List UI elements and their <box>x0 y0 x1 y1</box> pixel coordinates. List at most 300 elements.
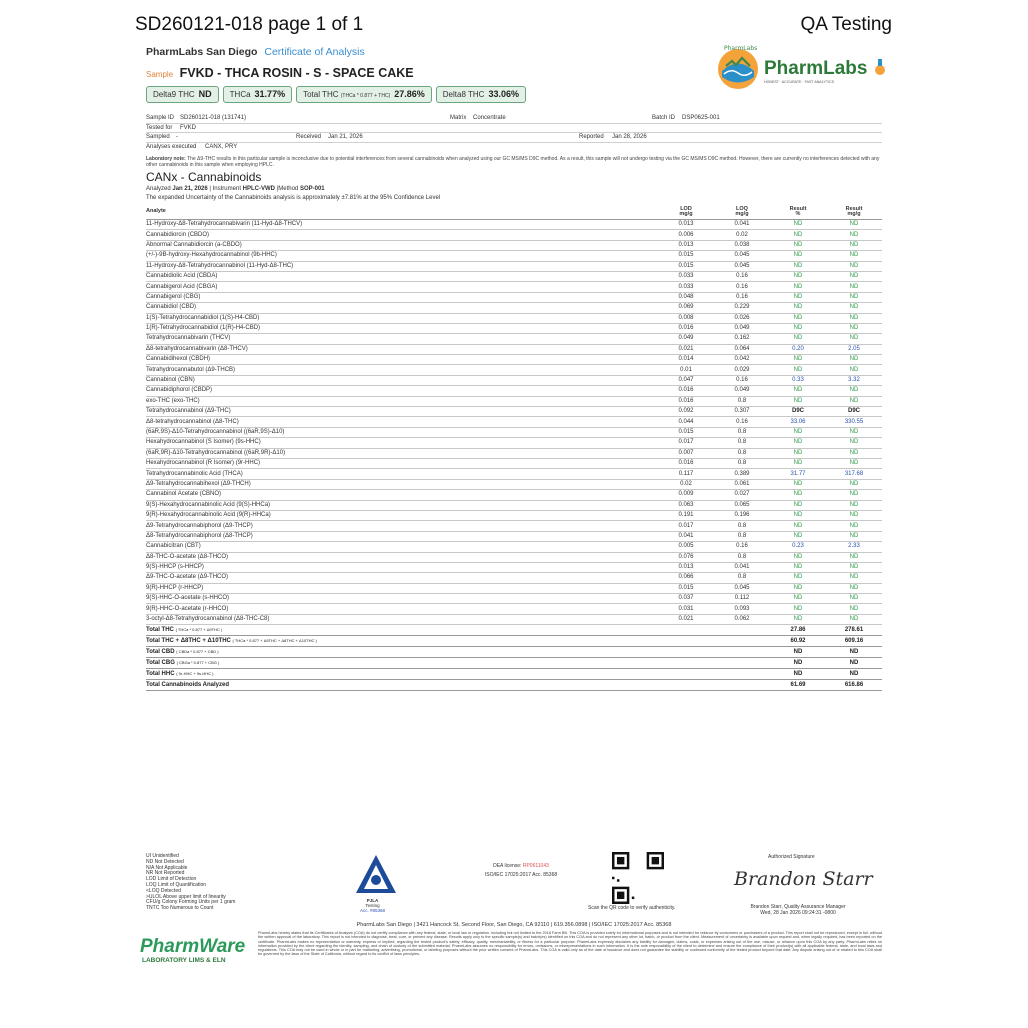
sampled: - <box>176 134 178 140</box>
cell-result-mgg: 3.32 <box>826 375 882 385</box>
dea-license: DEA license: RP0611043 ISO/IEC 17025:2017 Acc. 85368 <box>484 863 558 878</box>
total-pct: 61.69 <box>770 680 826 691</box>
cell-result-pct: ND <box>770 604 826 614</box>
cell-result-mgg: ND <box>826 303 882 313</box>
cell-result-mgg: ND <box>826 552 882 562</box>
cell-loq: 0.065 <box>714 500 770 510</box>
cell-analyte: Tetrahydrocannabutol (Δ9-THCB) <box>146 365 658 375</box>
cell-loq: 0.16 <box>714 542 770 552</box>
table-row <box>146 282 882 292</box>
cell-analyte: 1(S)-Tetrahydrocannabidiol (1(S)-H4-CBD) <box>146 313 658 323</box>
cell-result-pct: ND <box>770 282 826 292</box>
cell-analyte: 9(R)-Hexahydrocannabinolic Acid (9(R)-HHCa) <box>146 510 658 520</box>
cell-result-pct: ND <box>770 230 826 240</box>
cell-lod: 0.016 <box>658 396 714 406</box>
cell-analyte: (+/-)-9B-hydroxy-Hexahydrocannabinol (9b-HHC) <box>146 251 658 261</box>
authorized-signature-label: Authorized Signature <box>768 854 815 860</box>
cell-analyte: Δ9-Tetrahydrocannabihexol (Δ9-THCH) <box>146 479 658 489</box>
cell-loq: 0.049 <box>714 323 770 333</box>
table-row <box>146 251 882 261</box>
table-row <box>146 500 882 510</box>
cell-analyte: 9(S)-HHCP (s-HHCP) <box>146 562 658 572</box>
cell-lod: 0.015 <box>658 427 714 437</box>
cell-result-mgg: ND <box>826 531 882 541</box>
cell-lod: 0.016 <box>658 458 714 468</box>
cell-lod: 0.191 <box>658 510 714 520</box>
sample-title <box>146 66 414 80</box>
cell-result-mgg: ND <box>826 604 882 614</box>
cell-result-mgg: 330.55 <box>826 417 882 427</box>
cell-result-mgg: ND <box>826 458 882 468</box>
cell-result-mgg: ND <box>826 365 882 375</box>
cell-result-pct: ND <box>770 396 826 406</box>
document-type: Certificate of Analysis <box>264 46 365 58</box>
cell-result-pct: ND <box>770 334 826 344</box>
cell-analyte: Hexahydrocannabinol (R Isomer) (9r-HHC) <box>146 458 658 468</box>
total-mgg: 616.86 <box>826 680 882 691</box>
cell-result-pct: ND <box>770 261 826 271</box>
table-row <box>146 427 882 437</box>
cell-loq: 0.062 <box>714 614 770 624</box>
cell-result-pct: ND <box>770 531 826 541</box>
cell-lod: 0.066 <box>658 573 714 583</box>
cell-lod: 0.048 <box>658 292 714 302</box>
cell-analyte: (6aR,9S)-Δ10-Tetrahydrocannabinol ((6aR,9S)-Δ10) <box>146 427 658 437</box>
table-row <box>146 562 882 572</box>
cell-loq: 0.389 <box>714 469 770 479</box>
cell-lod: 0.006 <box>658 230 714 240</box>
total-label: Total HHC ( 9r-HHC + 9s-HHC ) <box>146 669 658 680</box>
cell-lod: 0.037 <box>658 594 714 604</box>
cell-result-pct: ND <box>770 448 826 458</box>
total-mgg: ND <box>826 658 882 669</box>
cell-loq: 0.8 <box>714 396 770 406</box>
col-result-mgg: Result mg/g <box>826 205 882 220</box>
cell-loq: 0.16 <box>714 271 770 281</box>
cell-loq: 0.045 <box>714 251 770 261</box>
cell-analyte: Cannabidiolic Acid (CBDA) <box>146 271 658 281</box>
table-row <box>146 469 882 479</box>
col-result-pct: Result % <box>770 205 826 220</box>
badge-delta9-thc: Delta9 THC ND <box>146 86 219 103</box>
cell-result-pct: ND <box>770 438 826 448</box>
table-row <box>146 417 882 427</box>
cell-analyte: 11-Hydroxy-Δ8-Tetrahydrocannabinol (11-Hyd-Δ8-THC) <box>146 261 658 271</box>
table-row <box>146 355 882 365</box>
table-row <box>146 271 882 281</box>
table-row <box>146 583 882 593</box>
cell-loq: 0.8 <box>714 448 770 458</box>
table-header <box>146 205 882 220</box>
cell-loq: 0.16 <box>714 375 770 385</box>
total-row <box>146 669 882 680</box>
cell-analyte: Cannabinol Acetate (CBNO) <box>146 490 658 500</box>
cell-result-mgg: 2.33 <box>826 542 882 552</box>
col-lod: LOD mg/g <box>658 205 714 220</box>
tested-for: FVKD <box>180 124 197 131</box>
table-row <box>146 573 882 583</box>
cell-loq: 0.8 <box>714 427 770 437</box>
cell-result-pct: ND <box>770 500 826 510</box>
cell-result-pct: ND <box>770 573 826 583</box>
table-row <box>146 479 882 489</box>
cell-result-mgg: 2.05 <box>826 344 882 354</box>
cell-result-pct: ND <box>770 479 826 489</box>
table-row <box>146 407 882 417</box>
report-category: QA Testing <box>800 14 892 35</box>
cell-loq: 0.196 <box>714 510 770 520</box>
table-row <box>146 490 882 500</box>
cell-analyte: exo-THC (exo-THC) <box>146 396 658 406</box>
cell-analyte: Δ8-tetrahydrocannabinol (Δ8-THC) <box>146 417 658 427</box>
total-row <box>146 658 882 669</box>
total-pct: 27.86 <box>770 625 826 636</box>
legend-item: NR Not Reported <box>146 870 185 877</box>
total-label: Total THC ( THCa * 0.877 + Δ9THC ) <box>146 625 658 636</box>
cell-analyte: Cannabigerol (CBG) <box>146 292 658 302</box>
cell-loq: 0.045 <box>714 261 770 271</box>
cell-result-mgg: ND <box>826 614 882 624</box>
cell-analyte: Δ9-THC-O-acetate (Δ9-THCO) <box>146 573 658 583</box>
legend-item: ND Not Detected <box>146 858 184 865</box>
cell-result-pct: ND <box>770 355 826 365</box>
cell-lod: 0.047 <box>658 375 714 385</box>
cell-result-mgg: ND <box>826 282 882 292</box>
pjla-caption: PJLA Testing Acc. #85368 <box>360 898 386 913</box>
cell-lod: 0.117 <box>658 469 714 479</box>
cell-result-mgg: ND <box>826 479 882 489</box>
cell-result-pct: ND <box>770 427 826 437</box>
cell-analyte: Cannabidihexol (CBDH) <box>146 355 658 365</box>
table-row <box>146 386 882 396</box>
cell-result-pct: D9C <box>770 407 826 417</box>
cell-result-mgg: ND <box>826 261 882 271</box>
abbreviation-legend <box>146 854 235 912</box>
cell-result-mgg: ND <box>826 573 882 583</box>
reported-date: Jan 28, 2026 <box>612 134 647 140</box>
section-title: CANx - Cannabinoids <box>146 170 262 184</box>
cell-analyte: Cannabinol (CBN) <box>146 375 658 385</box>
cell-analyte: Tetrahydrocannabinolic Acid (THCA) <box>146 469 658 479</box>
cell-lod: 0.044 <box>658 417 714 427</box>
disclaimer: PharmLabs hereby states that its Certificates of Analysis (COA) do not certify compliance with any federal, state, or local law or regulation, including but not limited to the 2018 Farm Bill. This COA is provided solely for informational purposes and is not intended for reliance by consumers or purchasers of a product. This report shall not be reproduced, except in full, without the written approval of the laboratory. This report is not intended to diagnose, treat, cure, or prevent any disease. Results apply only to the specific sample(s) and batch(es) identified on this COA and do not represent any other lot, batch, or product from the client. Measurement of uncertainty is available upon request and, when legally required, has been reported on the certificate. PharmLabs makes no representation or warranty, express or implied, regarding the tested product's safety, efficacy, quality, merchantability, or fitness for a particular purpose. PharmLabs expressly disclaims any liability for damages, claims, costs, or expenses arising out of the use, misuse, or reliance upon this COA by any party. PharmLabs relies on information provided by the client regarding the identity, sampling, and chain of custody of the submitted material. PharmLabs assumes no responsibility for errors, omissions, or misrepresentations in such information. It is the sole responsibility of the client to determine and ensure the compliance of their product(s) with all applicable federal, state, and local laws and regulations. This COA may not be used in whole or in part for marketing, advertising, promotional, or labeling purposes without the prior written consent of PharmLabs. This COA is valid only as of the date of issuance and does not guarantee the stability or continued conformity of the tested product beyond that date. Any dispute arising out of or related to this COA shall be governed by the laws of the State of California, without regard to its conflict of laws principles. <box>258 931 882 957</box>
cell-analyte: Δ8-tetrahydrocannabivarin (Δ8-THCV) <box>146 344 658 354</box>
uncertainty-statement: The expanded Uncertainty of the Cannabinoids analysis is approximately ±7.81% at the 95% Confidence Level <box>146 195 441 201</box>
cell-loq: 0.027 <box>714 490 770 500</box>
lab-header <box>146 46 365 58</box>
legend-item: >ULOL Above upper limit of linearity <box>146 893 226 900</box>
legend-item: LOD Limit of Detection <box>146 876 197 883</box>
cell-lod: 0.017 <box>658 521 714 531</box>
cell-loq: 0.093 <box>714 604 770 614</box>
cell-analyte: 9(R)-HHCP (r-HHCP) <box>146 583 658 593</box>
table-row <box>146 240 882 250</box>
cell-result-mgg: ND <box>826 323 882 333</box>
table-row <box>146 521 882 531</box>
cell-lod: 0.015 <box>658 251 714 261</box>
table-row <box>146 292 882 302</box>
cell-analyte: Cannabidiorcin (CBDO) <box>146 230 658 240</box>
cell-result-mgg: ND <box>826 386 882 396</box>
cell-lod: 0.01 <box>658 365 714 375</box>
cell-loq: 0.026 <box>714 313 770 323</box>
cell-lod: 0.013 <box>658 240 714 250</box>
sample-name: FVKD - THCA ROSIN - S - SPACE CAKE <box>179 66 414 80</box>
cell-loq: 0.8 <box>714 573 770 583</box>
svg-text:LABORATORY LIMS & ELN: LABORATORY LIMS & ELN <box>142 957 226 964</box>
cell-analyte: Cannabicitran (CBT) <box>146 542 658 552</box>
logo-wordmark: PharmLabs <box>764 58 868 79</box>
table-row <box>146 458 882 468</box>
total-pct: ND <box>770 669 826 680</box>
table-row <box>146 303 882 313</box>
cannabinoid-table <box>146 205 882 691</box>
cell-result-pct: 0.20 <box>770 344 826 354</box>
cell-lod: 0.015 <box>658 261 714 271</box>
cell-loq: 0.064 <box>714 344 770 354</box>
pharmware-logo <box>140 930 250 968</box>
cell-result-mgg: ND <box>826 334 882 344</box>
cell-lod: 0.013 <box>658 220 714 230</box>
verification-qr-code[interactable] <box>612 852 664 904</box>
signer-info: Brandon Starr, Quality Assurance Manager Wed, 28 Jan 2026 09:24:31 -0800 <box>750 904 846 916</box>
cell-loq: 0.038 <box>714 240 770 250</box>
table-row <box>146 323 882 333</box>
table-row <box>146 594 882 604</box>
cell-result-mgg: ND <box>826 251 882 261</box>
matrix: Concentrate <box>473 115 506 121</box>
total-label: Total CBG ( CBGa * 0.877 + CBG ) <box>146 658 658 669</box>
table-row <box>146 365 882 375</box>
cell-analyte: 9(S)-HHC-O-acetate (s-HHCO) <box>146 594 658 604</box>
cell-result-pct: ND <box>770 521 826 531</box>
cell-result-pct: ND <box>770 240 826 250</box>
cell-analyte: Δ8-THC-O-acetate (Δ8-THCO) <box>146 552 658 562</box>
total-row <box>146 647 882 658</box>
legend-item: UI Unidentified <box>146 853 179 859</box>
cell-lod: 0.02 <box>658 479 714 489</box>
cell-lod: 0.076 <box>658 552 714 562</box>
cell-loq: 0.229 <box>714 303 770 313</box>
cell-lod: 0.033 <box>658 271 714 281</box>
total-pct: 60.92 <box>770 636 826 647</box>
cell-analyte: Δ9-Tetrahydrocannabiphorol (Δ9-THCP) <box>146 521 658 531</box>
cell-result-pct: ND <box>770 562 826 572</box>
cell-result-mgg: ND <box>826 521 882 531</box>
cell-analyte: 11-Hydroxy-Δ8-Tetrahydrocannabivarin (11-Hyd-Δ8-THCV) <box>146 220 658 230</box>
cell-loq: 0.041 <box>714 562 770 572</box>
cell-result-pct: ND <box>770 271 826 281</box>
pharmlabs-logo <box>714 44 888 94</box>
table-row <box>146 220 882 230</box>
cell-result-pct: ND <box>770 552 826 562</box>
cell-loq: 0.049 <box>714 386 770 396</box>
cell-result-pct: ND <box>770 386 826 396</box>
cell-loq: 0.16 <box>714 417 770 427</box>
cell-analyte: 9(S)-Hexahydrocannabinolic Acid (9(S)-HHCa) <box>146 500 658 510</box>
cell-result-mgg: D9C <box>826 407 882 417</box>
cell-lod: 0.007 <box>658 448 714 458</box>
total-label: Total THC + Δ8THC + Δ10THC ( THCa * 0.877 + Δ9THC + Δ8THC + Δ10THC ) <box>146 636 658 647</box>
table-row <box>146 438 882 448</box>
dea-number: RP0611043 <box>522 863 549 869</box>
table-row <box>146 334 882 344</box>
cell-result-mgg: ND <box>826 500 882 510</box>
total-mgg: 278.61 <box>826 625 882 636</box>
cell-result-mgg: ND <box>826 230 882 240</box>
cell-lod: 0.041 <box>658 531 714 541</box>
lab-name: PharmLabs San Diego <box>146 46 258 58</box>
cell-result-mgg: ND <box>826 490 882 500</box>
cell-analyte: 3-octyl-Δ8-Tetrahydrocannabinol (Δ8-THC-C8) <box>146 614 658 624</box>
cell-loq: 0.16 <box>714 282 770 292</box>
cell-result-pct: 33.06 <box>770 417 826 427</box>
cell-result-pct: ND <box>770 323 826 333</box>
cell-lod: 0.016 <box>658 386 714 396</box>
cell-lod: 0.063 <box>658 500 714 510</box>
table-row <box>146 396 882 406</box>
signature: Brandon Starr <box>734 868 873 890</box>
table-row <box>146 531 882 541</box>
cell-analyte: Δ8-Tetrahydrocannabiphorol (Δ8-THCP) <box>146 531 658 541</box>
cell-result-mgg: ND <box>826 448 882 458</box>
legend-item: TNTC Too Numerous to Count <box>146 905 214 912</box>
analyses: CANX, PRY <box>205 143 238 150</box>
lab-address: PharmLabs San Diego | 3421 Hancock St, Second Floor, San Diego, CA 92110 | 619.356.0898 | ISO/IEC 17025:2017 Acc. 85368 <box>356 922 672 928</box>
cell-result-mgg: ND <box>826 594 882 604</box>
cell-result-mgg: ND <box>826 220 882 230</box>
cell-lod: 0.008 <box>658 313 714 323</box>
cell-result-pct: 0.23 <box>770 542 826 552</box>
cell-lod: 0.021 <box>658 344 714 354</box>
badge-delta8-thc: Delta8 THC 33.06% <box>436 86 526 103</box>
table-row <box>146 614 882 624</box>
analysis-info: Analyzed Jan 21, 2026 | Instrument HPLC-VWD |Method SOP-001 <box>146 186 325 192</box>
received-date: Jan 21, 2026 <box>328 134 363 140</box>
table-row <box>146 230 882 240</box>
table-row <box>146 448 882 458</box>
cell-result-pct: 0.33 <box>770 375 826 385</box>
cell-analyte: Cannabigerol Acid (CBGA) <box>146 282 658 292</box>
cell-result-mgg: ND <box>826 313 882 323</box>
table-row <box>146 344 882 354</box>
cell-analyte: 1(R)-Tetrahydrocannabidiol (1(R)-H4-CBD) <box>146 323 658 333</box>
cell-lod: 0.017 <box>658 438 714 448</box>
cell-loq: 0.112 <box>714 594 770 604</box>
legend-item: LOQ Limit of Quantification <box>146 881 207 888</box>
legend-item: CFU/g Colony Forming Units per 1 gram <box>146 899 236 906</box>
table-row <box>146 510 882 520</box>
total-label: Total CBD ( CBDa * 0.877 + CBD ) <box>146 647 658 658</box>
cell-lod: 0.033 <box>658 282 714 292</box>
cell-loq: 0.029 <box>714 365 770 375</box>
total-row <box>146 625 882 636</box>
cell-analyte: Cannabidiol (CBD) <box>146 303 658 313</box>
col-analyte: Analyte <box>146 205 658 220</box>
sample-label: Sample <box>146 70 174 79</box>
cell-result-mgg: ND <box>826 583 882 593</box>
total-mgg: 609.16 <box>826 636 882 647</box>
cell-analyte: 9(R)-HHC-O-acetate (r-HHCO) <box>146 604 658 614</box>
cell-analyte: Abnormal Cannabidiorcin (a-CBDO) <box>146 240 658 250</box>
sample-metadata: Sample ID SD260121-018 (131741) Matrix Concentrate Batch ID DSP0625-001 Tested for FVKD Sampled - Received Jan 21, 2026 Reported Jan 28, 2026 Analyses executed CANX, PRY <box>146 114 882 151</box>
cell-result-mgg: ND <box>826 240 882 250</box>
cell-lod: 0.014 <box>658 355 714 365</box>
cell-loq: 0.045 <box>714 583 770 593</box>
svg-text:PharmWare: PharmWare <box>140 936 246 957</box>
cell-result-mgg: ND <box>826 510 882 520</box>
table-row <box>146 375 882 385</box>
cell-lod: 0.021 <box>658 614 714 624</box>
cell-result-mgg: ND <box>826 427 882 437</box>
col-loq: LOQ mg/g <box>714 205 770 220</box>
report-title: SD260121-018 page 1 of 1 <box>135 14 364 35</box>
cell-result-pct: ND <box>770 365 826 375</box>
cell-loq: 0.16 <box>714 292 770 302</box>
cell-result-pct: ND <box>770 292 826 302</box>
cell-loq: 0.042 <box>714 355 770 365</box>
logo-arc-text: PharmLabs <box>724 45 758 52</box>
table-row <box>146 604 882 614</box>
cell-lod: 0.031 <box>658 604 714 614</box>
iso-accreditation: ISO/IEC 17025:2017 Acc. 85368 <box>484 872 558 878</box>
cell-result-pct: ND <box>770 510 826 520</box>
table-row <box>146 261 882 271</box>
cell-lod: 0.069 <box>658 303 714 313</box>
cell-result-pct: ND <box>770 251 826 261</box>
cell-result-mgg: ND <box>826 438 882 448</box>
cell-result-pct: ND <box>770 594 826 604</box>
cell-result-mgg: ND <box>826 396 882 406</box>
cell-lod: 0.016 <box>658 323 714 333</box>
cell-result-pct: ND <box>770 458 826 468</box>
cell-result-pct: ND <box>770 303 826 313</box>
cell-result-pct: ND <box>770 583 826 593</box>
qr-caption: Scan the QR code to verify authenticity. <box>588 905 676 911</box>
batch-id: DSP0625-001 <box>682 115 720 121</box>
cell-result-pct: 31.77 <box>770 469 826 479</box>
cell-lod: 0.005 <box>658 542 714 552</box>
cell-result-mgg: ND <box>826 355 882 365</box>
cell-lod: 0.092 <box>658 407 714 417</box>
cell-result-mgg: ND <box>826 562 882 572</box>
cell-analyte: Tetrahydrocannabivarin (THCV) <box>146 334 658 344</box>
table-row <box>146 313 882 323</box>
cell-loq: 0.162 <box>714 334 770 344</box>
cell-result-pct: ND <box>770 220 826 230</box>
cell-loq: 0.8 <box>714 552 770 562</box>
cell-analyte: Cannabidiphorol (CBDP) <box>146 386 658 396</box>
cell-loq: 0.307 <box>714 407 770 417</box>
total-mgg: ND <box>826 669 882 680</box>
laboratory-note: Laboratory note: The Δ9-THC results in this particular sample is inconclusive due to potential interferences from several cannabinoids when analyzed using our GC MS/MS D9C method. As a result, this sample will not undergo testing via the GC MS/MS D9C method. However, there are currently no interferences detected with any other cannabinoids in this sample when employing HPLC. <box>146 156 880 168</box>
cell-result-pct: ND <box>770 614 826 624</box>
total-label: Total Cannabinoids Analyzed <box>146 680 658 691</box>
cell-loq: 0.8 <box>714 521 770 531</box>
cell-result-pct: ND <box>770 313 826 323</box>
cell-lod: 0.015 <box>658 583 714 593</box>
cell-lod: 0.013 <box>658 562 714 572</box>
table-row <box>146 552 882 562</box>
cell-lod: 0.049 <box>658 334 714 344</box>
cell-analyte: (6aR,9R)-Δ10-Tetrahydrocannabinol ((6aR,9R)-Δ10) <box>146 448 658 458</box>
total-row <box>146 680 882 691</box>
cell-loq: 0.061 <box>714 479 770 489</box>
cell-analyte: Tetrahydrocannabinol (Δ9-THC) <box>146 407 658 417</box>
cell-result-pct: ND <box>770 490 826 500</box>
sample-id: SD260121-018 (131741) <box>180 115 247 121</box>
total-pct: ND <box>770 658 826 669</box>
